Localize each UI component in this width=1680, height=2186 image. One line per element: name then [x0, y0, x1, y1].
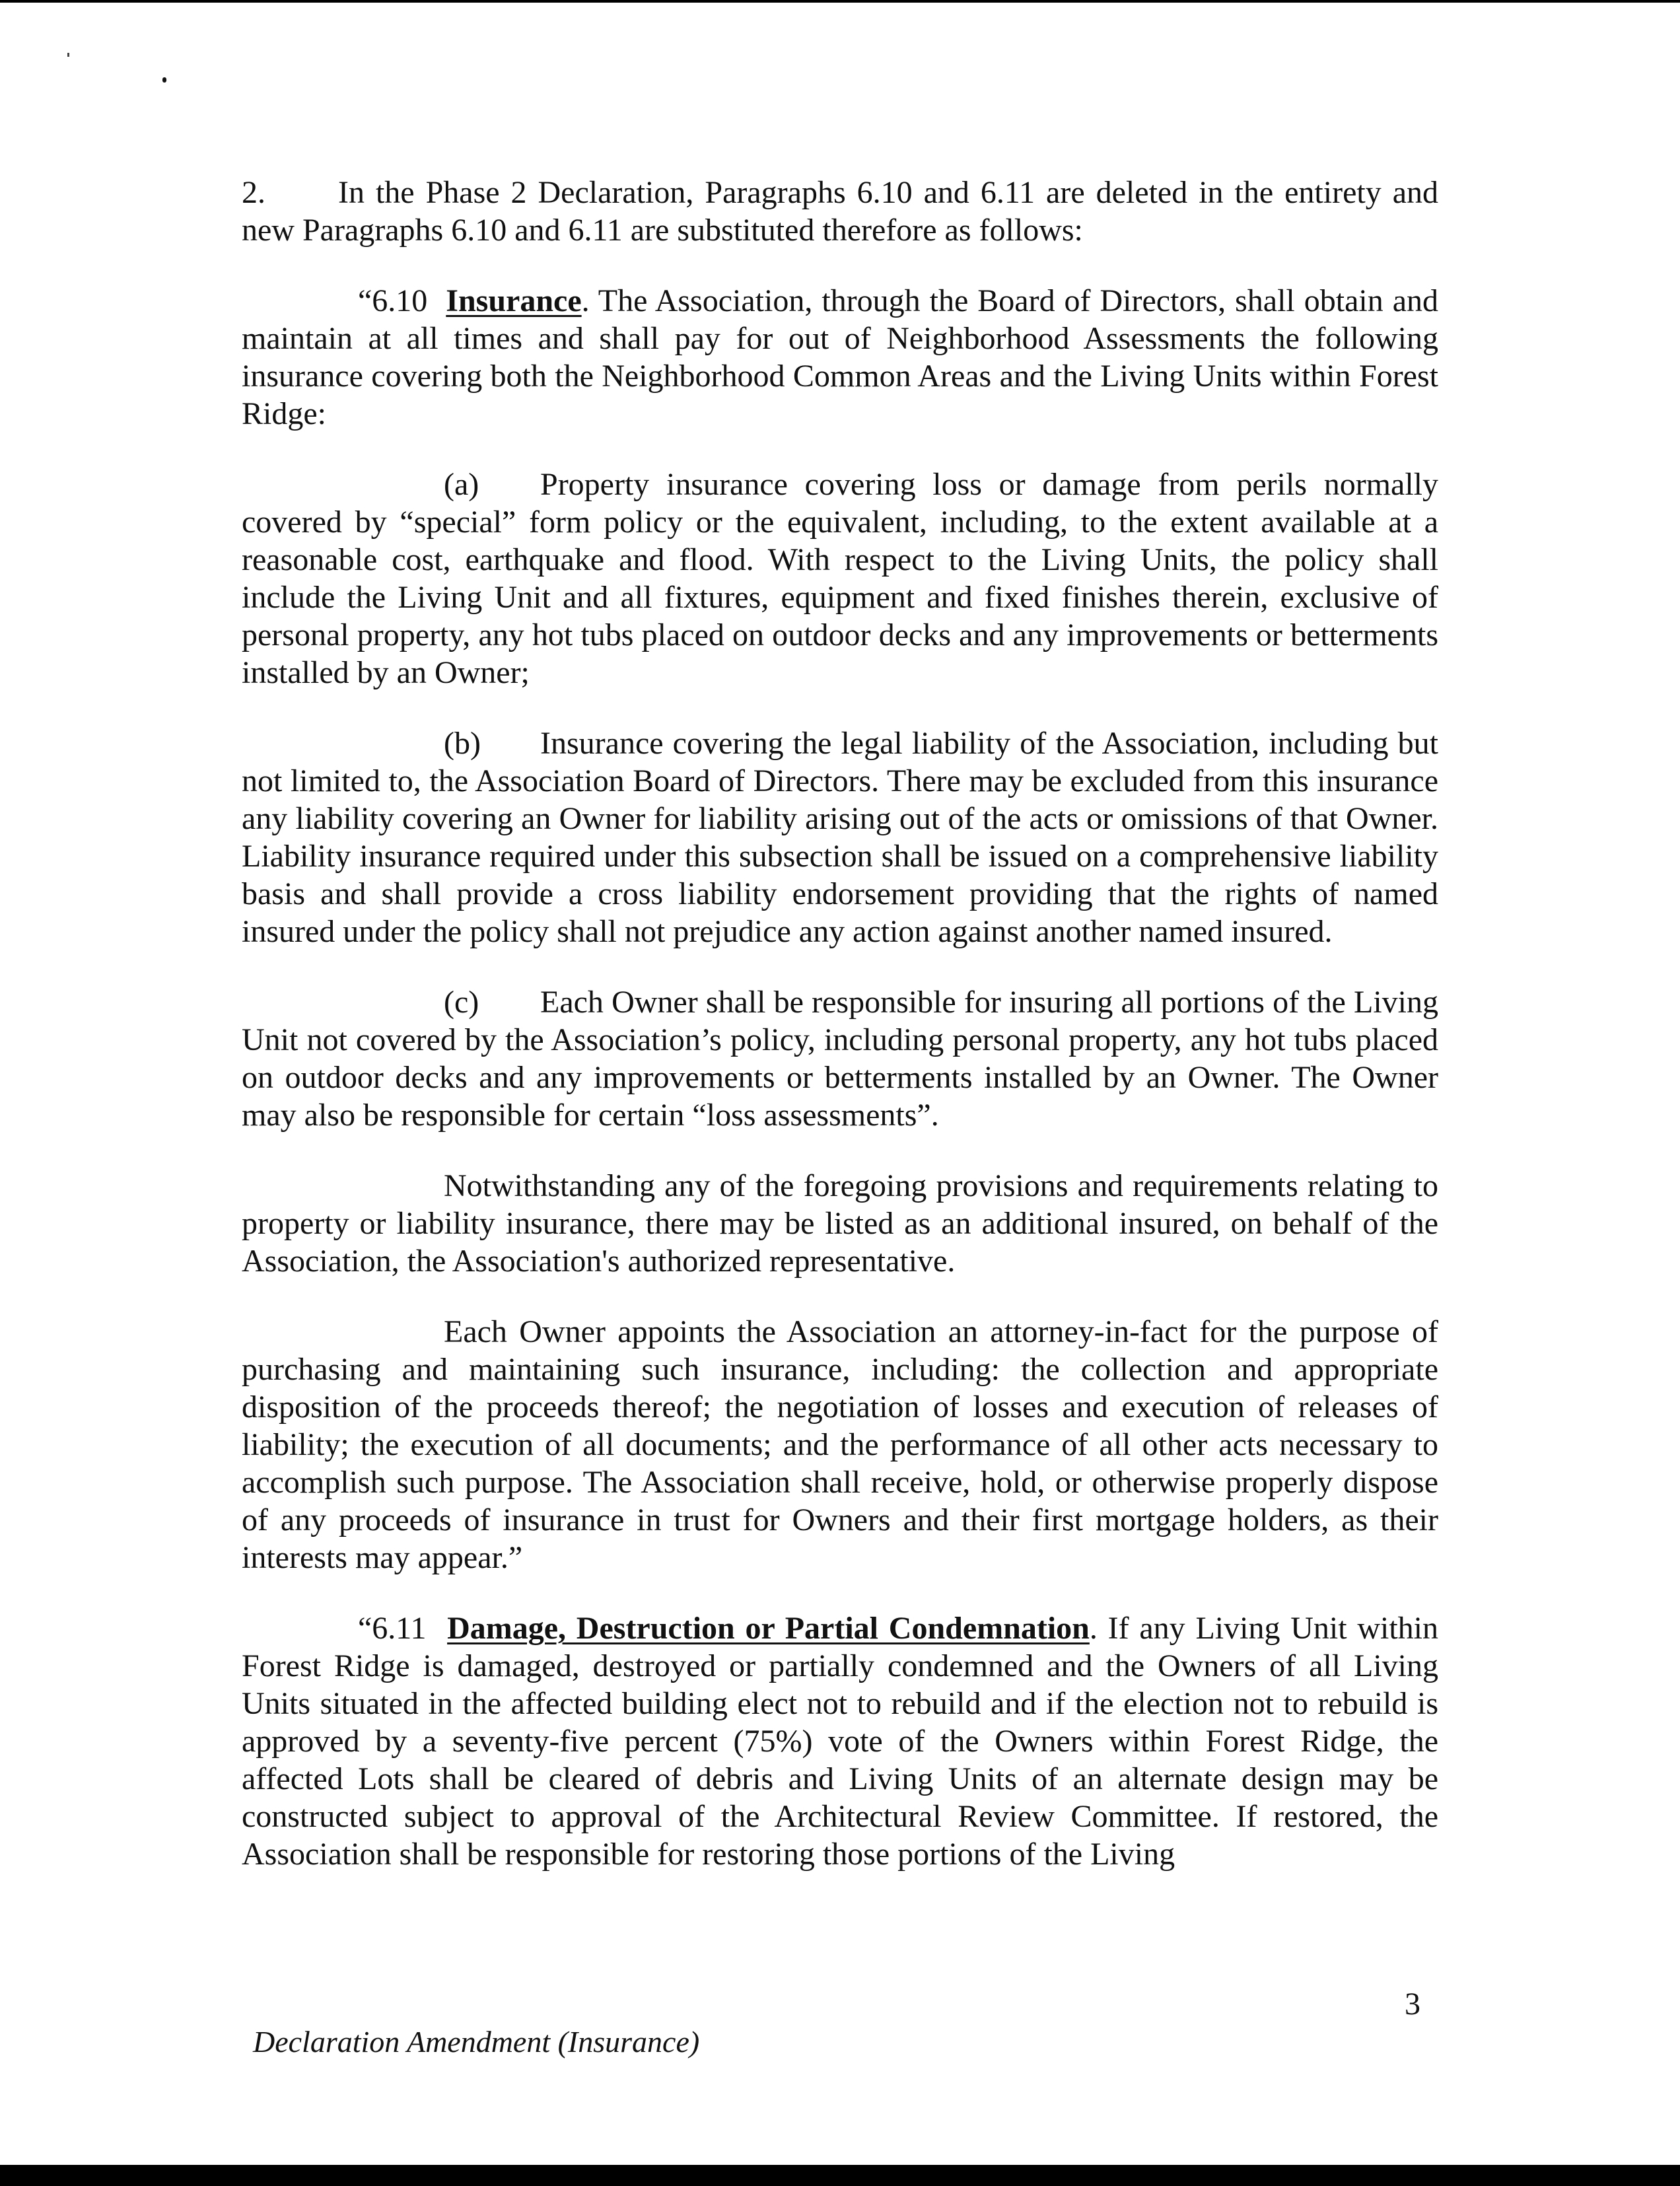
section-text: . The Association, through the Board of Directors, shall obtain and maintain at all times and shall pay for out of Neighborhood Assessments the following insurance covering both the Neighborhood Common Areas and the Living Units within Forest Ridge: [242, 283, 1439, 431]
section-number: “6.10 [358, 283, 428, 318]
section-text: . If any Living Unit within Forest Ridge is damaged, destroyed or partially condemned and the Owners of all Living Units situated in the affected building elect not to rebuild and if the election not to rebuild is approved by a seventy-five percent (75%) vote of the Owners within Forest Ridge, the affected Lots shall be cleared of debris and Living Units of an alternate design may be constructed subject to approval of the Architectural Review Committee. If restored, the Association shall be responsible for restoring those portions of the Living [242, 1611, 1438, 1872]
scan-speck [162, 77, 166, 83]
section-number: “6.11 [358, 1611, 427, 1646]
item-a [242, 466, 1438, 691]
item-b [242, 724, 1438, 950]
item-text: Property insurance covering loss or damage from perils normally covered by “special” form policy or the equivalent, including, to the extent available at a reasonable cost, earthquake and flood. With respect to the Living Units, the policy shall include the Living Unit and all fixtures, equipment and fixed finishes therein, exclusive of personal property, any hot tubs placed on outdoor decks and any improvements or betterments installed by an Owner; [242, 467, 1438, 690]
paragraph-text: Each Owner appoints the Association an attorney-in-fact for the purpose of purchasing and maintaining such insurance, including: the collection and appropriate disposition of the proceeds thereof; the negotiation of losses and execution of releases of liability; the execution of all documents; and the performance of all other acts necessary to accomplish such purpose. The Association shall receive, hold, or otherwise properly dispose of any proceeds of insurance in trust for Owners and their first mortgage holders, as their interests may appear.” [242, 1314, 1438, 1575]
notwithstanding-paragraph [242, 1167, 1438, 1280]
page-number: 3 [1405, 1987, 1420, 2022]
section-heading: Insurance [446, 283, 582, 318]
paragraph-text: In the Phase 2 Declaration, Paragraphs 6.10 and 6.11 are deleted in the entirety and new Paragraphs 6.10 and 6.11 are substituted therefore as follows: [242, 175, 1438, 248]
section-heading: Damage, Destruction or Partial Condemnation [447, 1611, 1090, 1646]
item-label: (a) [444, 467, 479, 502]
item-label: (b) [444, 726, 481, 761]
scan-speck [67, 53, 69, 57]
section-6-10 [242, 282, 1438, 433]
item-c [242, 983, 1438, 1134]
scan-edge-bottom [0, 2165, 1680, 2186]
attorney-in-fact-paragraph [242, 1313, 1438, 1576]
item-label: (c) [444, 985, 479, 1020]
item-text: Each Owner shall be responsible for insuring all portions of the Living Unit not covered by the Association’s policy, including personal property, any hot tubs placed on outdoor decks and any improvements or betterments installed by an Owner. The Owner may also be responsible for certain “loss assessments”. [242, 985, 1438, 1133]
document-body [242, 174, 1438, 1873]
scan-edge-top [0, 0, 1680, 3]
item-text: Insurance covering the legal liability of the Association, including but not limited to, the Association Board of Directors. There may be excluded from this insurance any liability covering an Owner for liability arising out of the acts or omissions of that Owner. Liability insurance required under this subsection shall be issued on a comprehensive liability basis and shall provide a cross liability endorsement providing that the rights of named insured under the policy shall not prejudice any action against another named insured. [242, 726, 1438, 949]
footer-title: Declaration Amendment (Insurance) [253, 2025, 700, 2059]
paragraph-2 [242, 174, 1438, 249]
paragraph-number: 2. [242, 175, 265, 210]
paragraph-text: Notwithstanding any of the foregoing provisions and requirements relating to property or liability insurance, there may be listed as an additional insured, on behalf of the Association, the Association's authorized representative. [242, 1168, 1438, 1279]
section-6-11 [242, 1609, 1438, 1873]
